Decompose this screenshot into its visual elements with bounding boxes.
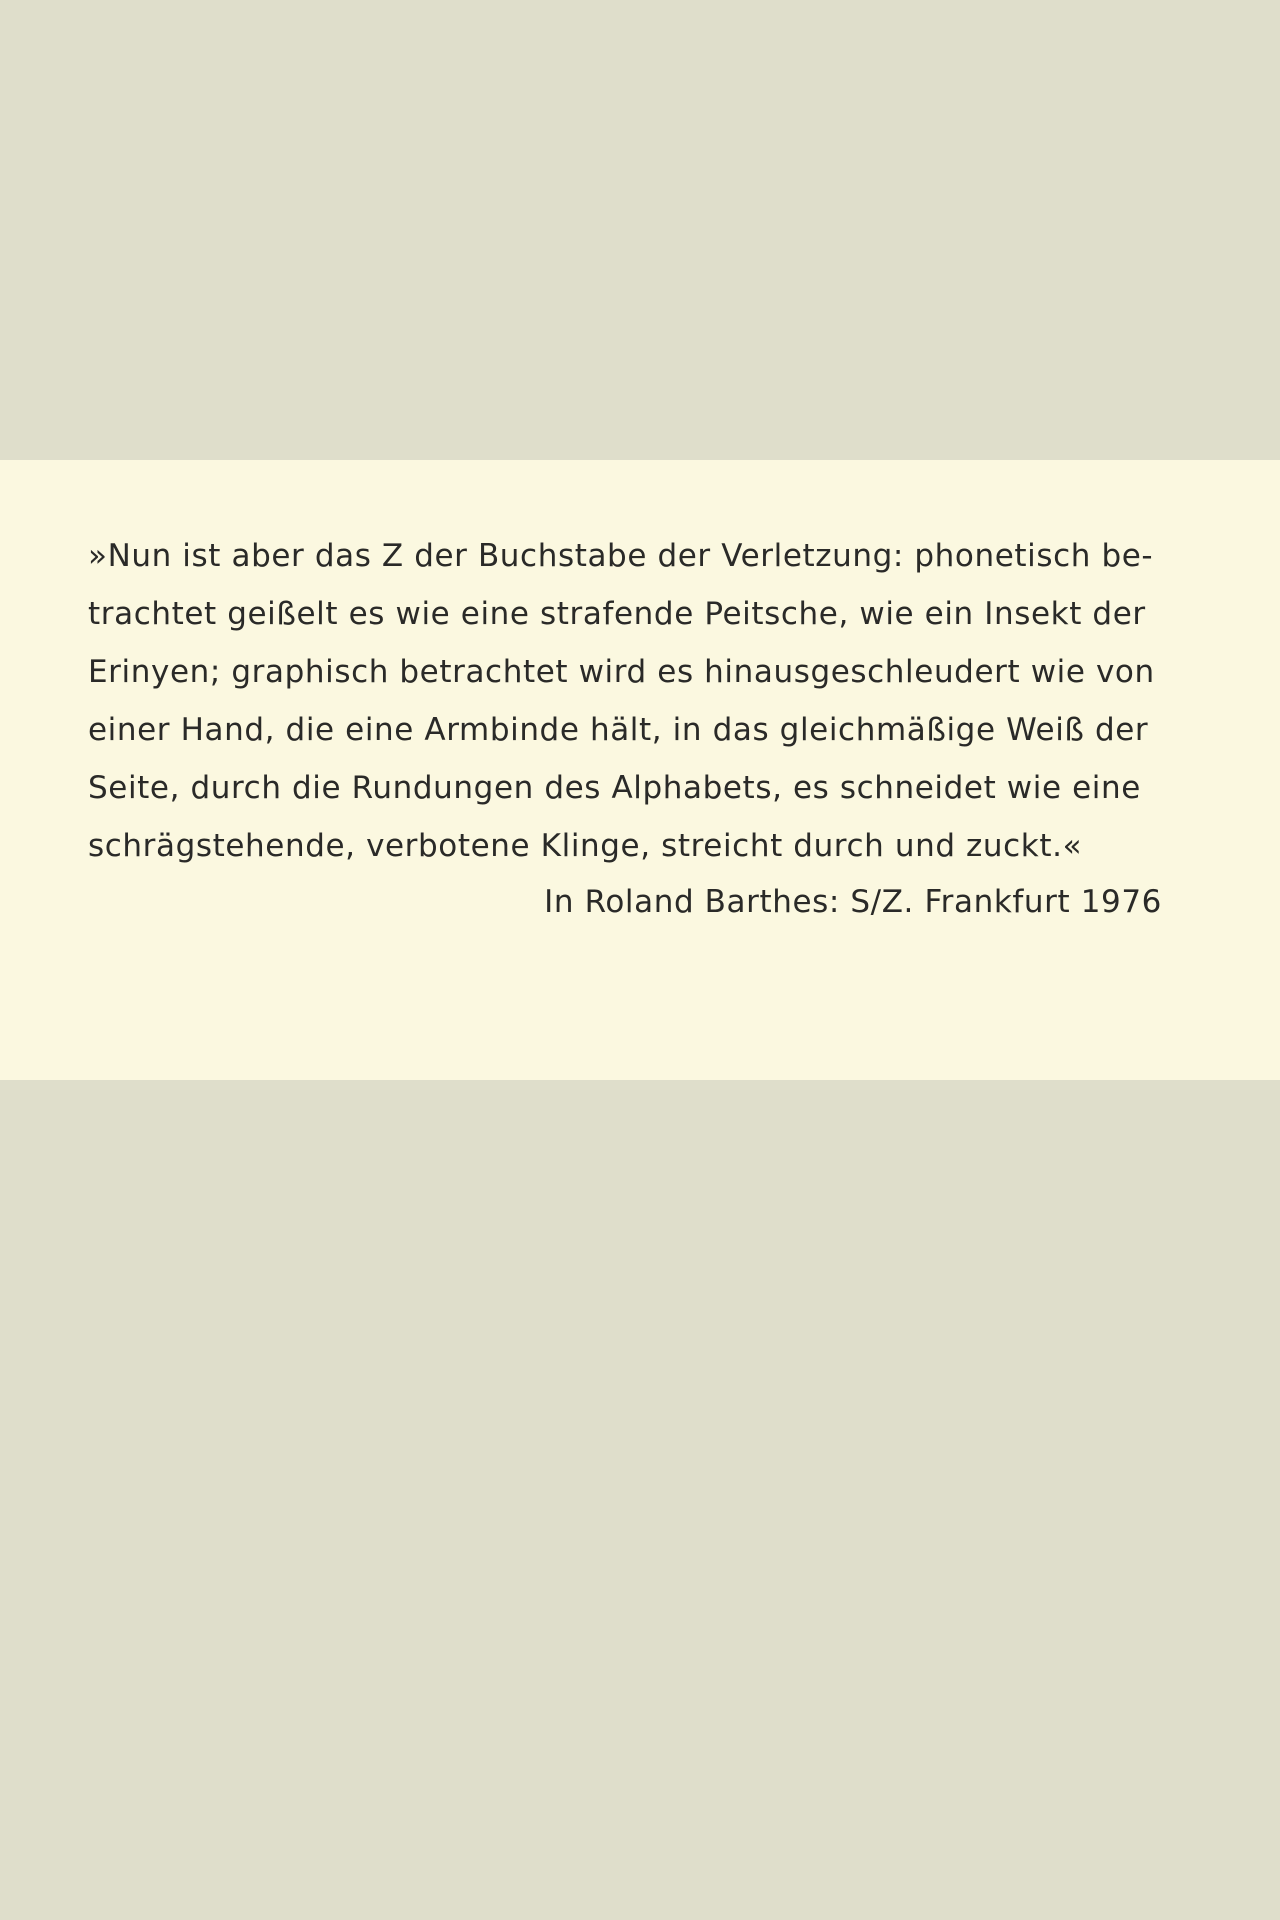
quote-line-2: trachtet geißelt es wie eine strafende Peitsche, wie ein Insekt der	[88, 596, 1146, 632]
quote-citation: In Roland Barthes: S/Z. Frankfurt 1976	[544, 884, 1162, 920]
quote-line-1: »Nun ist aber das Z der Buchstabe der Verletzung: phonetisch be-	[88, 538, 1154, 574]
quote-line-4: einer Hand, die eine Armbinde hält, in das gleichmäßige Weiß der	[88, 712, 1149, 748]
quote-line-6: schrägstehende, verbotene Klinge, streicht durch und zuckt.«	[88, 828, 1083, 864]
quote-line-5: Seite, durch die Rundungen des Alphabets, es schneidet wie eine	[88, 770, 1141, 806]
quote-text	[88, 527, 1198, 875]
quote-line-3: Erinyen; graphisch betrachtet wird es hinausgeschleudert wie von	[88, 654, 1155, 690]
